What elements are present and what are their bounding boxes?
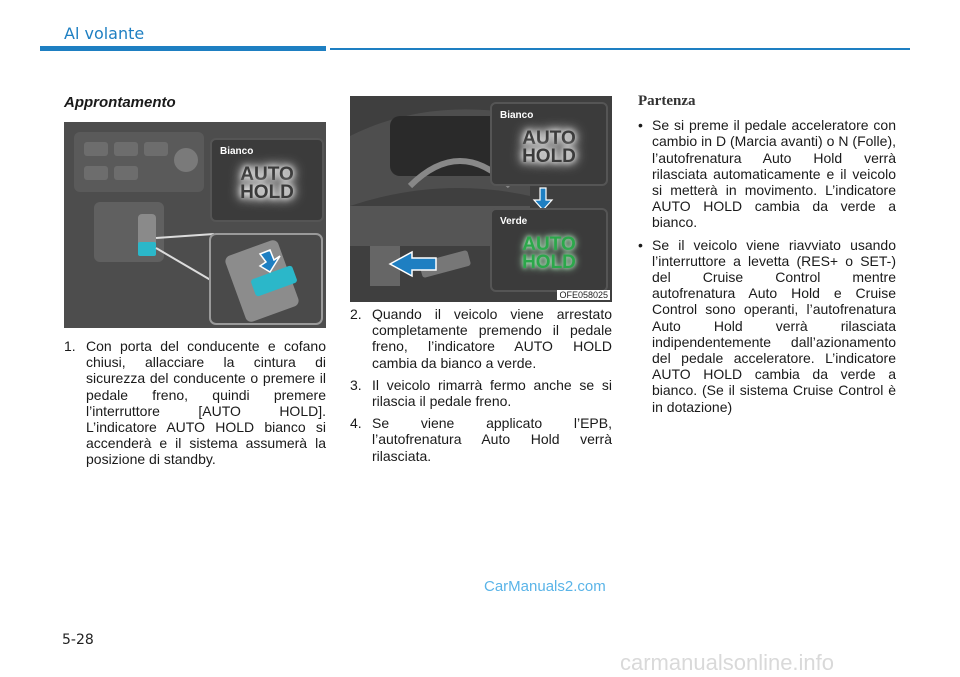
list-item [638, 117, 896, 230]
section-heading: Approntamento [64, 94, 176, 111]
auto-hold-indicator-line1: AUTO [240, 164, 294, 185]
auto-hold-white-line1: AUTO [522, 128, 576, 149]
auto-hold-callout-green [490, 208, 608, 292]
page-number: 5-28 [62, 632, 94, 648]
header-rule [330, 48, 910, 50]
bullet-text: Se il veicolo viene riavviato usando l’interruttore a levetta (RES+ o SET-) del Cruise Control mentre autofrenatura Auto Hold e Cruise Control sono operanti, l’autofrenatura Auto Hold verrà rilasciata indipendentemente dall’azionamento del pedale acceleratore. L’indicatore AUTO HOLD cambia da verde a bianco. (Se il sistema Cruise Control è in dotazione) [652, 236, 896, 415]
partenza-column [638, 93, 896, 421]
bullet-text: Se si preme il pedale acceleratore con cambio in D (Marcia avanti) o N (Folle), l’autofrenatura Auto Hold verrà rilasciata automaticamente e il veicolo si metterà in movimento. L’indicatore AUTO HOLD cambia da verde a bianco. [652, 117, 896, 231]
step-number: 1. [64, 338, 76, 354]
steps-column-2 [350, 306, 612, 470]
step-text: Con porta del conducente e cofano chiusi, allacciare la cintura di sicurezza del conducente o premere il pedale freno, quindi premere l’interruttore [AUTO HOLD]. L’indicatore AUTO HOLD bianco si accenderà e il sistema assumerà la posizione di standby. [86, 338, 326, 468]
header-accent-bar [40, 46, 326, 51]
callout-label-green: Verde [500, 216, 528, 227]
list-item [350, 377, 612, 409]
auto-hold-green-line1: AUTO [522, 234, 576, 255]
step-number: 4. [350, 415, 362, 432]
auto-hold-green-line2: HOLD [522, 252, 576, 273]
figure-code: OFE058025 [559, 290, 608, 300]
section-title: Al volante [64, 24, 145, 43]
auto-hold-indicator-line2: HOLD [240, 182, 294, 203]
step-text: Il veicolo rimarrà fermo anche se si rilascia il pedale freno. [372, 376, 612, 410]
step-text: Quando il veicolo viene arrestato completamente premendo il pedale freno, l’indicatore AUTO HOLD cambia da bianco a verde. [372, 306, 612, 371]
callout-label-white: Bianco [500, 110, 534, 121]
list-item [638, 237, 896, 415]
console-figure [64, 122, 326, 328]
steps-column-1 [64, 338, 326, 474]
list-item [350, 306, 612, 371]
bullet-icon: • [638, 236, 643, 253]
step-number: 3. [350, 376, 362, 393]
list-item [64, 338, 326, 468]
footer-watermark: carmanualsonline.info [620, 650, 835, 675]
auto-hold-callout-white [210, 138, 324, 222]
callout-label: Bianco [220, 146, 254, 157]
step-text: Se viene applicato l’EPB, l’autofrenatura Auto Hold verrà rilasciata. [372, 415, 612, 464]
list-item [350, 415, 612, 464]
subsection-heading: Partenza [638, 93, 696, 109]
auto-hold-white-line2: HOLD [522, 146, 576, 167]
step-number: 2. [350, 306, 362, 322]
watermark-link[interactable]: CarManuals2.com [484, 578, 606, 595]
auto-hold-callout-white [490, 102, 608, 186]
bullet-icon: • [638, 117, 643, 134]
dashboard-figure [350, 96, 612, 302]
